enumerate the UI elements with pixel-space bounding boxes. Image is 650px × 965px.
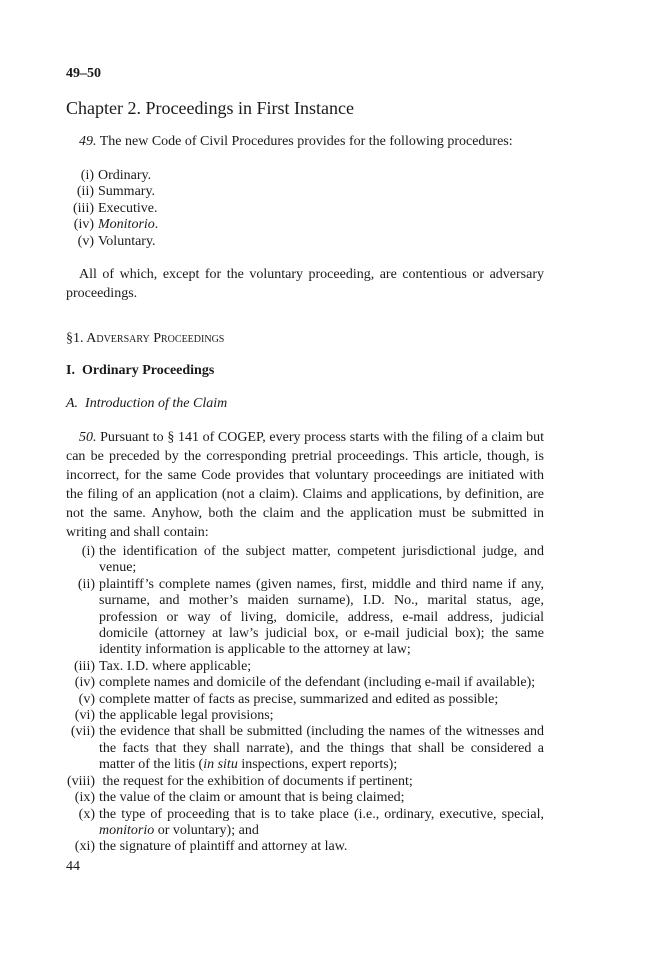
list-item (66, 708, 544, 724)
list-item-label: (ii) (76, 184, 94, 200)
list-item (66, 184, 544, 200)
list-item-label: (ii) (77, 576, 95, 592)
list-item-italic: monitorio (99, 822, 155, 838)
list-item-label: (x) (78, 806, 95, 822)
list-item (66, 724, 544, 773)
list-item-text: Tax. I.D. where applicable; (99, 658, 252, 674)
list-item-label: (vi) (74, 708, 95, 724)
list-item-text: plaintiff’s complete names (given names, first, middle and third name if any, surname, and mother’s maiden surname), I.D. No., marital status, age, profession or way of living, domicile, address, e-mail address, judicial domicile (attorney at law’s judicial box, or e-mail judicial box); the same identity information is applicable to the attorney at law; (99, 576, 544, 658)
list-item-text: Executive. (98, 200, 158, 216)
list-item-text: Voluntary. (98, 233, 156, 249)
list-item-italic: in situ (203, 757, 238, 773)
list-item-label: (v) (77, 233, 94, 249)
list-item (66, 168, 544, 184)
list-item-text-after: inspections, expert reports); (237, 757, 398, 773)
subsubsection-heading: A. Introduction of the Claim (66, 396, 228, 411)
list-item-label: (iv) (74, 675, 95, 691)
list-item (66, 234, 544, 250)
list-item (66, 839, 544, 855)
list-item (66, 692, 544, 708)
list-item-text: the type of proceeding that is to take place (i.e., ordinary, executive, special, (99, 806, 544, 822)
list-item-text: complete matter of facts as precise, summarized and edited as possible; (99, 691, 499, 707)
list-item-text: the identification of the subject matter, competent jurisdictional judge, and venue; (99, 544, 544, 576)
running-head: 49–50 (66, 66, 101, 81)
list-item (66, 675, 544, 691)
list-item-text: Summary. (98, 184, 156, 200)
list-item-label: (iii) (73, 200, 94, 216)
list-item-label: (i) (81, 544, 95, 559)
list-item-text: the evidence that shall be submitted (including the names of the witnesses and the facts that they shall narrate), and the things that shall be considered a matter of the litis ( (99, 724, 544, 773)
list-item (66, 201, 544, 217)
list-item-label: (v) (78, 691, 95, 707)
list-item-text: the value of the claim or amount that is being claimed; (99, 790, 405, 806)
list-item-text: the applicable legal provisions; (99, 708, 274, 724)
list-item (66, 807, 544, 840)
list-item-text: the signature of plaintiff and attorney at law. (99, 839, 348, 855)
paragraph-number: 49. (79, 134, 97, 149)
list-item-label: (iii) (74, 658, 95, 674)
list-item (66, 774, 544, 790)
list-item (66, 544, 544, 577)
list-item (66, 659, 544, 675)
list-item-label: (iv) (73, 217, 94, 233)
claim-contents-list (66, 544, 544, 856)
paragraph-50 (66, 428, 544, 542)
list-item (66, 217, 544, 233)
page-number: 44 (66, 859, 80, 874)
list-item-suffix: . (154, 217, 159, 233)
paragraph-number: 50. (79, 430, 97, 445)
list-item (66, 790, 544, 806)
list-item-label: (vii) (70, 724, 95, 740)
list-item-label: (i) (80, 168, 94, 183)
procedures-list (66, 168, 544, 250)
list-item-text-after: or voluntary); and (154, 822, 259, 838)
list-item (66, 577, 544, 659)
list-item-text: Monitorio (98, 217, 155, 233)
paragraph-text: Pursuant to § 141 of COGEP, every process starts with the filing of a claim but can be preceded by the corresponding pretrial proceedings. This article, though, is incorrect, for the same Code provides that voluntary proceedings are initiated with the filing of an application (not a claim). Claims and applications, by definition, are not the same. Anyhow, both the claim and the application must be submitted in writing and shall contain: (66, 430, 544, 540)
paragraph-49 (66, 132, 544, 151)
list-item-label: (xi) (74, 839, 95, 855)
chapter-title: Chapter 2. Proceedings in First Instance (66, 98, 354, 118)
list-item-text: complete names and domicile of the defendant (including e-mail if available); (99, 675, 536, 691)
paragraph-text: The new Code of Civil Procedures provides for the following procedures: (96, 134, 513, 149)
section-heading: §1. Adversary Proceedings (66, 331, 225, 346)
subsection-heading: I. Ordinary Proceedings (66, 363, 215, 378)
paragraph-all-of-which: All of which, except for the voluntary proceeding, are contentious or adversary proceedings. (66, 267, 544, 301)
list-item-text: Ordinary. (98, 168, 152, 183)
list-item-text: the request for the exhibition of documents if pertinent; (99, 773, 413, 789)
list-item-label: (viii) (67, 773, 95, 789)
list-item-label: (ix) (74, 790, 95, 806)
